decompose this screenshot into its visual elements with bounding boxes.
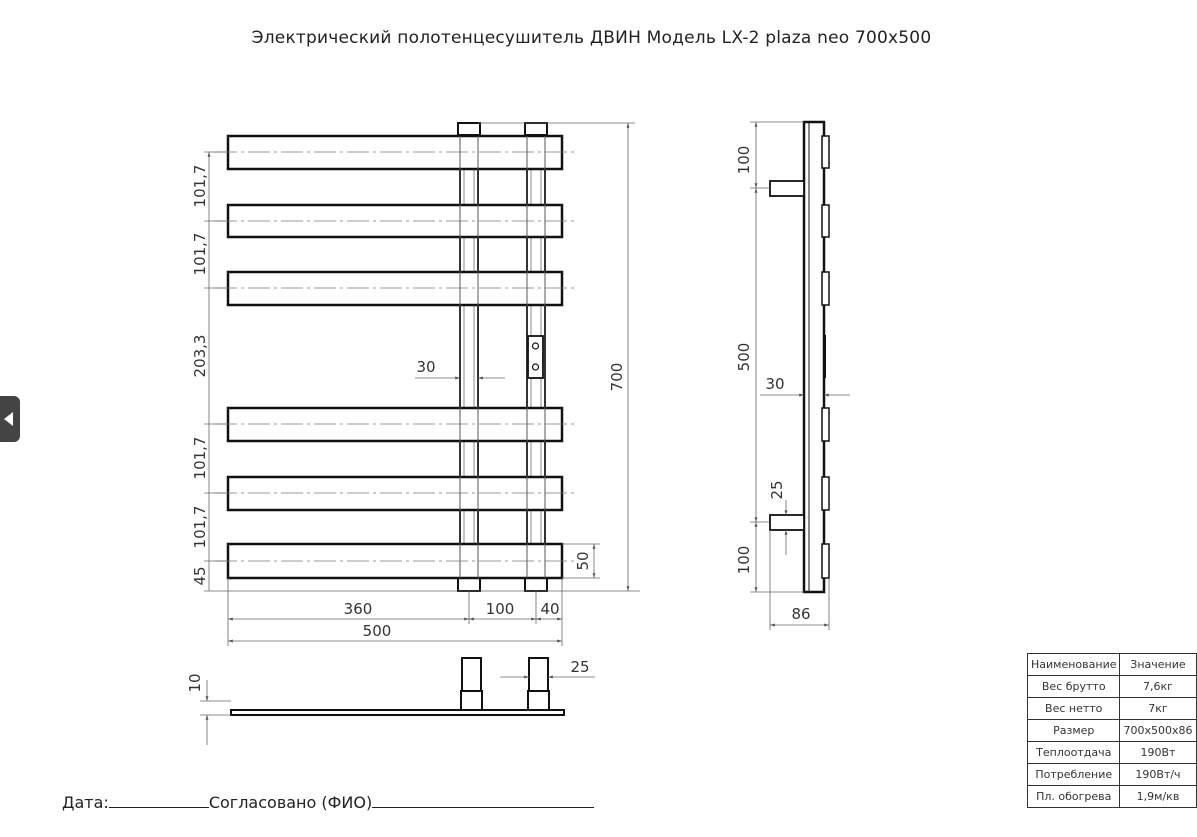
side-view-dimensions (735, 146, 811, 623)
dim-side-top-100: 100 (735, 145, 753, 175)
dim-spacing-4: 101,7 (191, 436, 209, 480)
side-pipe-top (770, 181, 804, 196)
dim-top-10: 10 (186, 673, 204, 693)
spec-cell: 190Вт/ч (1120, 764, 1196, 786)
footer-signature (62, 793, 594, 812)
sidebar-toggle-button[interactable] (0, 396, 20, 442)
spec-cell: Теплоотдача (1028, 742, 1120, 764)
dim-overall-height: 700 (608, 362, 626, 392)
dim-bottom-100: 100 (485, 600, 515, 618)
table-row (1028, 698, 1197, 720)
top-riser-left (462, 658, 481, 691)
spec-cell: 700x500x86 (1120, 720, 1196, 742)
spec-header-value: Значение (1120, 654, 1196, 676)
dim-bottom-40: 40 (540, 600, 560, 618)
dim-bottom-360: 360 (343, 600, 373, 618)
spec-cell: 190Вт (1120, 742, 1196, 764)
dim-riser-width: 30 (416, 358, 436, 376)
spec-table (1027, 653, 1197, 808)
side-collector (804, 122, 824, 592)
table-row (1028, 786, 1197, 808)
table-row (1028, 676, 1197, 698)
dim-side-30: 30 (765, 375, 785, 393)
spec-cell: 1,9м/кв (1120, 786, 1196, 808)
dim-bar-height: 50 (574, 551, 592, 571)
agreed-label: Согласовано (ФИО) (208, 793, 373, 812)
spec-cell: Вес брутто (1028, 676, 1120, 698)
dim-spacing-6: 45 (191, 566, 209, 586)
spec-cell: 7кг (1120, 698, 1196, 720)
spec-cell: Пл. обогрева (1028, 786, 1120, 808)
table-row (1028, 764, 1197, 786)
dim-spacing-1: 101,7 (191, 164, 209, 208)
spec-cell: Вес нетто (1028, 698, 1120, 720)
heating-element-box (528, 336, 543, 378)
table-row (1028, 720, 1197, 742)
date-label: Дата: (62, 793, 109, 812)
spec-header-name: Наименование (1028, 654, 1120, 676)
spec-cell: 7,6кг (1120, 676, 1196, 698)
dim-spacing-3: 203,3 (191, 334, 209, 378)
table-row (1028, 742, 1197, 764)
spec-cell: Потребление (1028, 764, 1120, 786)
towel-bar-1 (228, 136, 562, 169)
dim-side-25: 25 (768, 480, 786, 500)
left-riser (460, 123, 478, 591)
triangle-left-icon (4, 412, 13, 426)
spec-cell: Размер (1028, 720, 1120, 742)
date-line[interactable] (109, 807, 209, 808)
dim-spacing-2: 101,7 (191, 232, 209, 276)
side-pipe-bottom (770, 515, 804, 530)
top-view (200, 658, 595, 745)
spec-table-header (1028, 654, 1197, 676)
dim-side-86: 86 (791, 605, 811, 623)
dim-side-500: 500 (735, 342, 753, 372)
signature-line[interactable] (372, 807, 594, 808)
dim-side-bottom-100: 100 (735, 545, 753, 575)
towel-bar-5 (228, 477, 562, 510)
dim-overall-width: 500 (362, 622, 392, 640)
towel-bar-4 (228, 408, 562, 441)
top-riser-right (529, 658, 548, 691)
drawing-title: Электрический полотенцесушитель ДВИН Модель LX-2 plaza neo 700x500 (251, 28, 932, 48)
dim-top-25: 25 (570, 658, 590, 676)
towel-bar-3 (228, 272, 562, 305)
dim-spacing-5: 101,7 (191, 505, 209, 549)
